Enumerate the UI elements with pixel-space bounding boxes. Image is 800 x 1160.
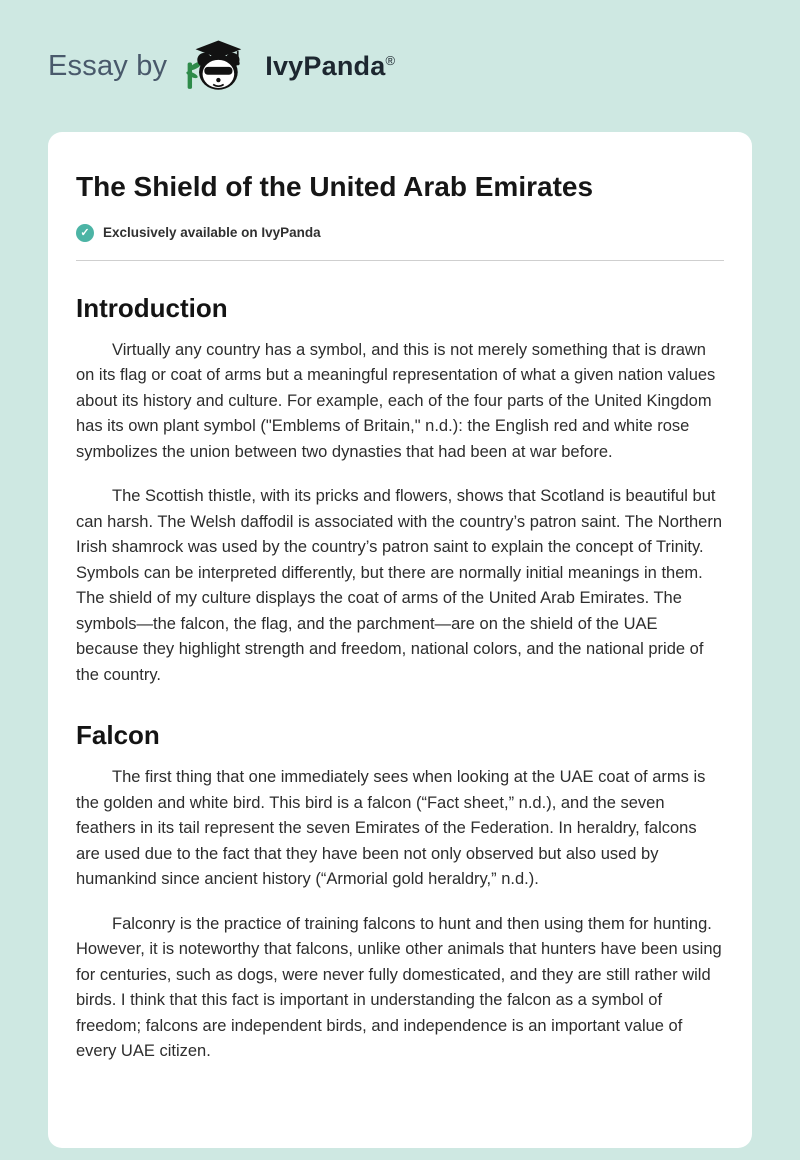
paragraph: Virtually any country has a symbol, and this is not merely something that is drawn on its flag or coat of arms but a meaningful representation of what a given nation values about its history and culture. For example, each of the four parts of the United Kingdom has its own plant symbol ("Emblems of Britain," n.d.): the English red and white rose symbolizes the union between two dynasties that had been at war before. xyxy=(76,340,716,461)
registered-mark: ® xyxy=(385,52,396,68)
essay-card xyxy=(48,132,752,1148)
check-icon: ✓ xyxy=(76,224,94,242)
availability-badge xyxy=(76,224,724,242)
paragraph: The first thing that one immediately sees when looking at the UAE coat of arms is the golden and white bird. This bird is a falcon (“Fact sheet,” n.d.), and the seven feathers in its tail represent the seven Emirates of the Federation. In heraldry, falcons are used due to the fact that they have been not only observed but also used by humankind since ancient history (“Armorial gold heraldry,” n.d.). xyxy=(76,768,706,889)
section-heading-introduction: Introduction xyxy=(76,292,228,323)
essay-title: The Shield of the United Arab Emirates xyxy=(76,171,594,202)
paragraph: The Scottish thistle, with its pricks and flowers, shows that Scotland is beautiful but can harsh. The Welsh daffodil is associated with the country’s patron saint. The Northern Irish shamrock was used by the country’s patron saint to explain the concept of Trinity. Symbols can be interpreted differently, but there are normally initial meanings in them. The shield of my culture displays the coat of arms of the United Arab Emirates. The symbols—the falcon, the flag, and the parchment—are on the shield of the UAE because they highlight strength and freedom, national colors, and the national pride of the country. xyxy=(76,487,722,684)
essay-by-label: Essay by xyxy=(48,49,168,82)
brand-text: IvyPanda xyxy=(265,50,386,81)
divider xyxy=(76,260,724,261)
header xyxy=(0,0,800,132)
brand-name xyxy=(265,51,395,82)
paragraph: Falconry is the practice of training falcons to hunt and then using them for hunting. However, it is noteworthy that falcons, unlike other animals that hunters have been using for centuries, such as dogs, were never fully domesticated, and they are still rather wild birds. I think that this fact is important in understanding the falcon as a symbol of freedom; falcons are independent birds, and independence is an important value of every UAE citizen. xyxy=(76,914,722,1061)
section-heading-falcon: Falcon xyxy=(76,720,160,751)
ivypanda-logo-icon xyxy=(185,39,243,93)
availability-text: Exclusively available on IvyPanda xyxy=(103,225,321,241)
